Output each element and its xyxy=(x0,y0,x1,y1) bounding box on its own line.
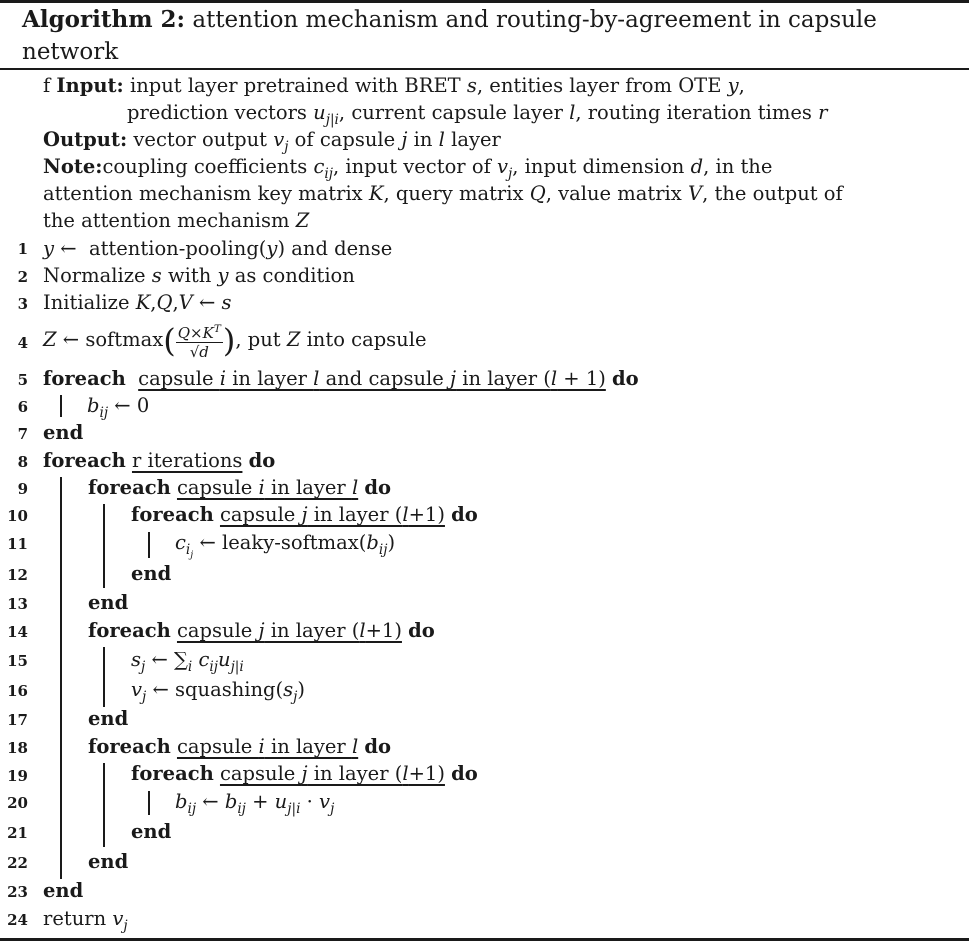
code-line-16: $v_j$ ← $squashing(s_j)$ xyxy=(131,678,306,705)
code-line-9 xyxy=(88,476,391,500)
kw-foreach: foreach xyxy=(43,367,126,390)
code-line-20: $b_{ij}$ ← $b_{ij} + u_{j|i} \cdot v_j$ xyxy=(175,790,335,817)
note-line-2 xyxy=(43,180,843,207)
kw-end: end xyxy=(43,421,84,444)
kw-foreach: foreach xyxy=(131,762,214,785)
kw-do: do xyxy=(451,762,478,785)
input-label: Input: xyxy=(56,74,124,97)
note-text-1: coupling coefficients $c_{ij}$, input vector of $v_j$, input dimension d, in the xyxy=(102,155,773,182)
block-bar-10 xyxy=(148,532,150,558)
kw-foreach: foreach xyxy=(131,503,214,526)
kw-do: do xyxy=(248,449,276,472)
input-text-1: input layer pretrained with BRET s, entities layer from OTE y, xyxy=(129,74,745,97)
line-number: 18 xyxy=(7,739,28,757)
algorithm-title xyxy=(22,4,922,68)
line-number: 2 xyxy=(17,268,28,286)
code-line-14 xyxy=(88,619,435,643)
l16-text: squashing( xyxy=(175,678,284,701)
line-number: 10 xyxy=(7,507,28,525)
code-line-5 xyxy=(43,367,639,391)
cond-5: capsule i in layer l and capsule j in layer (l + 1) xyxy=(138,367,606,390)
output-text: vector output $v_j$ of capsule j in l layer xyxy=(133,128,501,155)
bottom-rule xyxy=(0,938,969,941)
code-line-24: return $v_j$ xyxy=(43,907,128,934)
block-bar-9 xyxy=(103,504,105,588)
kw-do: do xyxy=(451,503,478,526)
cond-18: capsule i in layer l xyxy=(176,735,359,758)
block-bar-19 xyxy=(148,791,150,815)
code-line-13 xyxy=(88,591,128,615)
line-number: 13 xyxy=(7,595,28,613)
output-label: Output: xyxy=(43,128,128,151)
code-line-1: y ← attention-pooling(y) and dense xyxy=(43,237,393,260)
kw-end: end xyxy=(88,707,129,730)
line-number: 3 xyxy=(17,295,28,313)
code-line-6: $b_{ij}$ ← 0 xyxy=(87,394,150,421)
line-number: 9 xyxy=(17,480,28,498)
l4-text-a: softmax xyxy=(85,328,164,351)
l2-text-b: with xyxy=(161,264,218,287)
line-number: 19 xyxy=(7,767,28,785)
note-text-3: the attention mechanism Z xyxy=(43,209,310,232)
kw-foreach: foreach xyxy=(43,449,126,472)
l3-text-a: Initialize xyxy=(43,291,136,314)
kw-do: do xyxy=(612,367,639,390)
algorithm-caption: attention mechanism and routing-by-agreement in capsule network xyxy=(22,7,877,65)
code-line-19 xyxy=(131,762,478,786)
code-line-23 xyxy=(43,879,83,903)
line-number: 21 xyxy=(7,824,28,842)
note-line-3 xyxy=(43,207,309,234)
block-bar-5 xyxy=(60,395,62,417)
code-line-11: $c_{i_j}$ ← leaky-$softmax(b_{ij})$ xyxy=(175,531,396,561)
line-number: 17 xyxy=(7,711,28,729)
l1-text-b: ) and dense xyxy=(277,237,393,260)
code-line-4: Z ← softmax( $\frac{Q\times K^T}{√d}$ ), put Z into capsule xyxy=(43,321,427,361)
l11-text: leaky-softmax( xyxy=(222,531,367,554)
code-line-15: $s_j$ ← $\sum_i$ $c_{ij}u_{j|i}$ xyxy=(131,648,244,675)
l24-text: return xyxy=(43,907,113,930)
l1-text-a: attention-pooling( xyxy=(88,237,267,260)
code-line-12 xyxy=(131,562,171,586)
code-line-18 xyxy=(88,735,391,759)
line-number: 4 xyxy=(17,334,28,352)
line-number: 1 xyxy=(17,240,28,258)
cond-10: capsule j in layer (l+1) xyxy=(219,503,445,526)
code-line-3: Initialize K,Q,V ← s xyxy=(43,291,232,314)
softmax-fraction: $\frac{Q\times K^T}{√d}$ xyxy=(176,320,223,361)
kw-do: do xyxy=(364,735,392,758)
line-number: 14 xyxy=(7,623,28,641)
line-number: 24 xyxy=(7,911,28,929)
block-bar-14 xyxy=(103,647,105,707)
kw-do: do xyxy=(408,619,435,642)
code-line-17 xyxy=(88,707,128,731)
note-text-2: attention mechanism key matrix K, query matrix Q, value matrix V, the output of xyxy=(43,182,843,205)
line-number: 16 xyxy=(7,682,28,700)
line-number: 7 xyxy=(17,425,28,443)
kw-foreach: foreach xyxy=(88,619,171,642)
note-label: Note: xyxy=(43,155,103,178)
line-number: 15 xyxy=(7,652,28,670)
code-line-22 xyxy=(88,850,128,874)
l4-text-c: into capsule xyxy=(300,328,427,351)
code-line-10 xyxy=(131,503,478,527)
line-number: 23 xyxy=(7,883,28,901)
top-rule xyxy=(0,0,969,3)
cond-8: r iterations xyxy=(131,449,243,472)
line-number: 12 xyxy=(7,566,28,584)
kw-do: do xyxy=(364,476,392,499)
cond-9: capsule i in layer l xyxy=(176,476,359,499)
line-number: 8 xyxy=(17,453,28,471)
code-line-7 xyxy=(43,421,83,445)
kw-foreach: foreach xyxy=(88,735,171,758)
code-line-21 xyxy=(131,820,171,844)
l4-text-b: , put xyxy=(235,328,287,351)
code-line-8 xyxy=(43,449,275,473)
line-number: 6 xyxy=(17,398,28,416)
line-number: 22 xyxy=(7,854,28,872)
kw-end: end xyxy=(131,562,172,585)
cond-19: capsule j in layer (l+1) xyxy=(219,762,445,785)
cond-14: capsule j in layer (l+1) xyxy=(176,619,402,642)
input-text-2: prediction vectors $u_{j|i}$, current capsule layer l, routing iteration times r xyxy=(127,101,828,128)
kw-end: end xyxy=(88,850,129,873)
title-rule xyxy=(0,68,969,70)
kw-foreach: foreach xyxy=(88,476,171,499)
kw-end: end xyxy=(131,820,172,843)
block-bar-8 xyxy=(60,477,62,879)
input-prefix: f xyxy=(43,74,51,97)
kw-end: end xyxy=(43,879,84,902)
line-number: 20 xyxy=(7,794,28,812)
line-number: 5 xyxy=(17,371,28,389)
input-line-1 xyxy=(43,72,745,99)
block-bar-18 xyxy=(103,763,105,847)
algorithm-label: Algorithm 2: xyxy=(22,6,186,33)
l2-text-a: Normalize xyxy=(43,264,152,287)
l2-text-c: as condition xyxy=(228,264,355,287)
code-line-2: Normalize s with y as condition xyxy=(43,264,355,287)
kw-end: end xyxy=(88,591,129,614)
line-number: 11 xyxy=(7,535,28,553)
